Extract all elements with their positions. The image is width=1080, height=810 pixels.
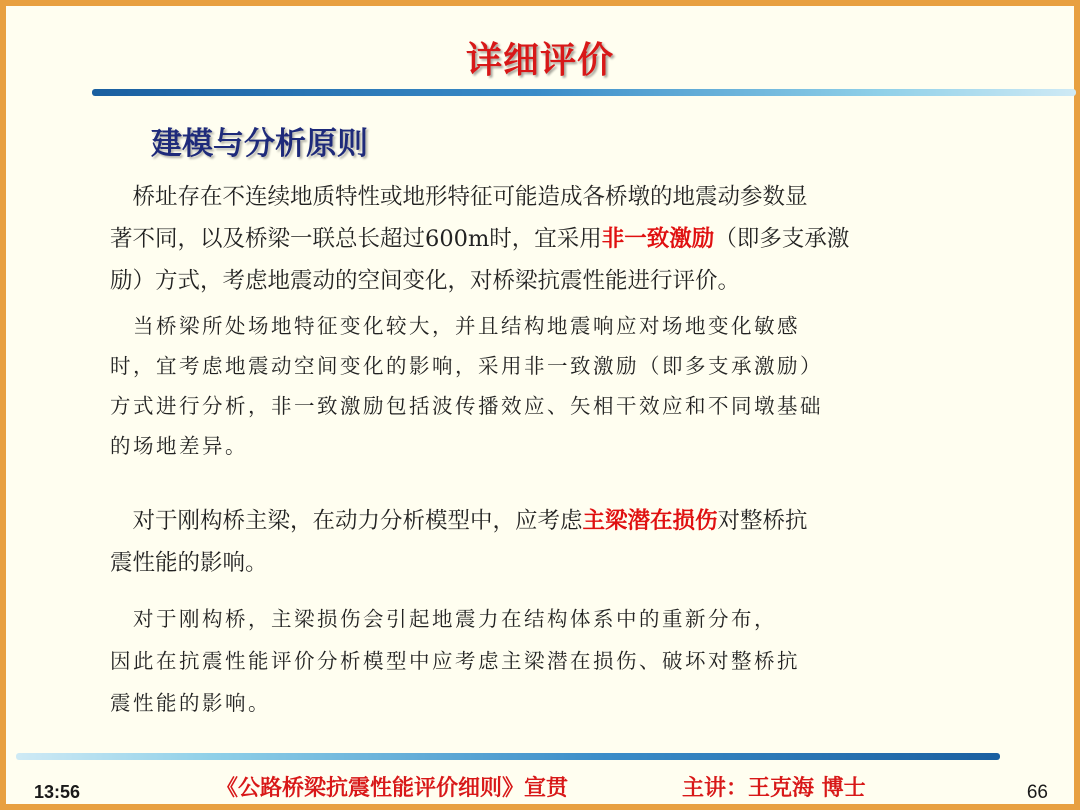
- paragraph-line: [110, 500, 808, 542]
- timestamp: 13:56: [34, 782, 81, 802]
- paragraph-line: 方式进行分析，非一致激励包括波传播效应、矢相干效应和不同墩基础: [110, 394, 823, 418]
- paragraph-line: 时，宜考虑地震动空间变化的影响，采用非一致激励（即多支承激励）: [110, 354, 823, 378]
- paragraph-3: [110, 500, 808, 584]
- top-divider-bar: [92, 89, 1076, 96]
- footer-course-title: 《公路桥梁抗震性能评价细则》宣贯: [216, 776, 569, 801]
- paragraph-2: [110, 306, 823, 466]
- paragraph-line: 当桥梁所处场地特征变化较大，并且结构地震响应对场地变化敏感: [110, 314, 800, 338]
- paragraph-line: 因此在抗震性能评价分析模型中应考虑主梁潜在损伤、破坏对整桥抗: [110, 649, 800, 673]
- highlight-text: 非一致激励: [601, 226, 715, 252]
- highlight-text: 主梁潜在损伤: [582, 508, 718, 534]
- slide-title: 详细评价: [465, 40, 614, 81]
- bottom-divider-bar: [16, 753, 1000, 760]
- section-heading: 建模与分析原则: [151, 126, 368, 162]
- paragraph-4: [110, 598, 800, 724]
- paragraph-1: [110, 176, 849, 302]
- paragraph-line: 震性能的影响。: [110, 550, 268, 576]
- paragraph-line: 震性能的影响。: [110, 691, 271, 715]
- paragraph-line: [110, 218, 849, 260]
- text-span: （即多支承激: [714, 226, 850, 252]
- footer-lecturer: 主讲：王克海 博士: [682, 776, 866, 801]
- paragraph-line: 励）方式，考虑地震动的空间变化，对桥梁抗震性能进行评价。: [110, 268, 741, 294]
- paragraph-line: 桥址存在不连续地质特性或地形特征可能造成各桥墩的地震动参数显: [110, 184, 808, 210]
- text-span: 对于刚构桥主梁，在动力分析模型中，应考虑: [110, 508, 583, 534]
- paragraph-line: 的场地差异。: [110, 434, 248, 458]
- text-span: 对整桥抗: [717, 508, 808, 534]
- paragraph-line: 对于刚构桥，主梁损伤会引起地震力在结构体系中的重新分布，: [110, 607, 777, 631]
- page-number: 66: [1026, 782, 1048, 803]
- text-span: 著不同，以及桥梁一联总长超过600m时，宜采用: [110, 226, 602, 252]
